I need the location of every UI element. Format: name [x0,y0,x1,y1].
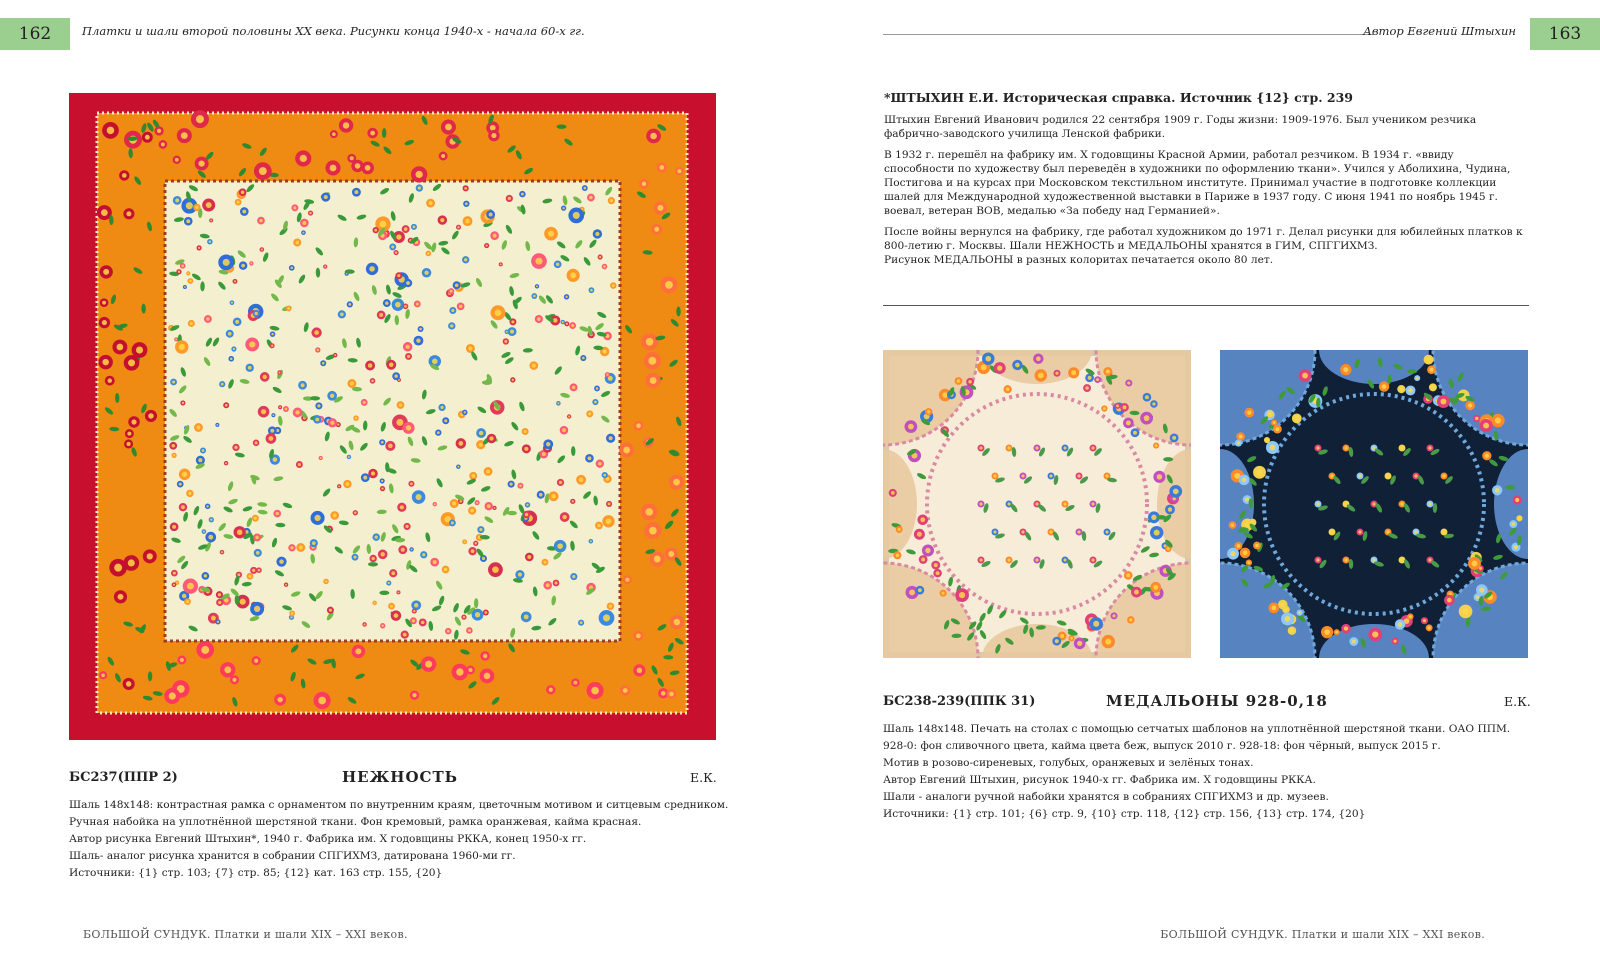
description-line: Мотив в розово-сиреневых, голубых, оранжевых и зелёных тонах. [883,757,1254,769]
shawl-medalony-black-image [1220,350,1528,658]
description-line: Автор Евгений Штыхин, рисунок 1940-х гг. Фабрика им. Х годовщины РККА. [883,774,1316,786]
page-number-right: 163 [1530,18,1600,50]
footer-left: БОЛЬШОЙ СУНДУК. Платки и шали XIX – XXI веков. [83,928,408,941]
running-head-left: Платки и шали второй половины XX века. Рисунки конца 1940-х - начала 60-х гг. [82,24,585,38]
item-code-sub: (ППК 31) [964,694,1036,709]
section-divider [883,305,1529,306]
item-code-left [69,770,178,785]
bio-paragraph: Рисунок МЕДАЛЬОНЫ в разных колоритах печатается около 80 лет. [884,254,1274,266]
item-title-right: МЕДАЛЬОНЫ 928-0,18 [1106,692,1328,710]
author-initials-right: Е.К. [1504,694,1531,709]
page-number-left: 162 [0,18,70,50]
bio-paragraph: Штыхин Евгений Иванович родился 22 сентября 1909 г. Годы жизни: 1909-1976. Был учеником резчика фабрично-заводского училища Ленской фабрики. [884,114,1477,140]
description-line: Ручная набойка на уплотнённой шерстяной ткани. Фон кремовый, рамка оранжевая, кайма красная. [69,816,642,828]
description-line: Шаль 148х148: контрастная рамка с орнаментом по внутренним краям, цветочным мотивом и ситцевым средником. [69,799,729,811]
bio-text [884,113,1524,267]
footer-right: БОЛЬШОЙ СУНДУК. Платки и шали XIX – XXI веков. [1160,928,1485,941]
shawl-medalony-black-icon [1220,350,1528,658]
shawl-nezhnost-icon [69,93,716,740]
author-initials-left: Е.К. [690,770,717,785]
shawl-nezhnost-image [69,93,716,740]
description-line: Шали - аналоги ручной набойки хранятся в собраниях СПГИХМЗ и др. музеев. [883,791,1329,803]
item-title-left: НЕЖНОСТЬ [342,768,459,786]
item-description-left [69,797,728,882]
description-line: Источники: {1} стр. 101; {6} стр. 9, {10} стр. 118, {12} стр. 156, {13} стр. 174, {20} [883,808,1366,820]
description-line: Шаль 148х148. Печать на столах с помощью сетчатых шаблонов на уплотнённой шерстяной ткани. ОАО ППМ. [883,723,1511,735]
item-code-sub: (ППР 2) [117,770,178,785]
running-head-right: Автор Евгений Штыхин [1363,24,1516,38]
description-line: Шаль- аналог рисунка хранится в собрании СПГИХМЗ, датирована 1960-ми гг. [69,850,516,862]
shawl-medalony-cream-icon [883,350,1191,658]
item-code: БС238-239 [883,694,965,709]
bio-paragraph: После войны вернулся на фабрику, где работал художником до 1971 г. Делал рисунки для юбилейных платков к 800-летию г. Москвы. Шали НЕЖНОСТЬ и МЕДАЛЬОНЫ хранятся в ГИМ, СПГГИХМЗ. [884,226,1523,252]
shawl-medalony-cream-image [883,350,1191,658]
header-rule [883,34,1373,35]
description-line: 928-0: фон сливочного цвета, кайма цвета беж, выпуск 2010 г. 928-18: фон чёрный, выпуск 2015 г. [883,740,1441,752]
item-description-right [883,721,1510,823]
item-code-right [883,694,1035,709]
description-line: Источники: {1} стр. 103; {7} стр. 85; {12} кат. 163 стр. 155, {20} [69,867,443,879]
description-line: Автор рисунка Евгений Штыхин*, 1940 г. Фабрика им. Х годовщины РККА, конец 1950-х гг. [69,833,587,845]
item-code: БС237 [69,770,118,785]
bio-heading: *ШТЫХИН Е.И. Историческая справка. Источник {12} стр. 239 [884,90,1354,105]
bio-paragraph: В 1932 г. перешёл на фабрику им. Х годовщины Красной Армии, работал резчиком. В 1934 г. «ввиду способности по художеству был переведён в художники по оформлению ткани». Учился у Аболихина, Чудина, Постигова и на курсах при Московском текстильном институте. Принимал участие в подготовке коллекции шалей для Международной художественной выставки в Париже в 1937 году. С июня 1941 по ноябрь 1945 г. воевал, ветеран ВОВ, медалью «За победу над Германией». [884,149,1511,217]
